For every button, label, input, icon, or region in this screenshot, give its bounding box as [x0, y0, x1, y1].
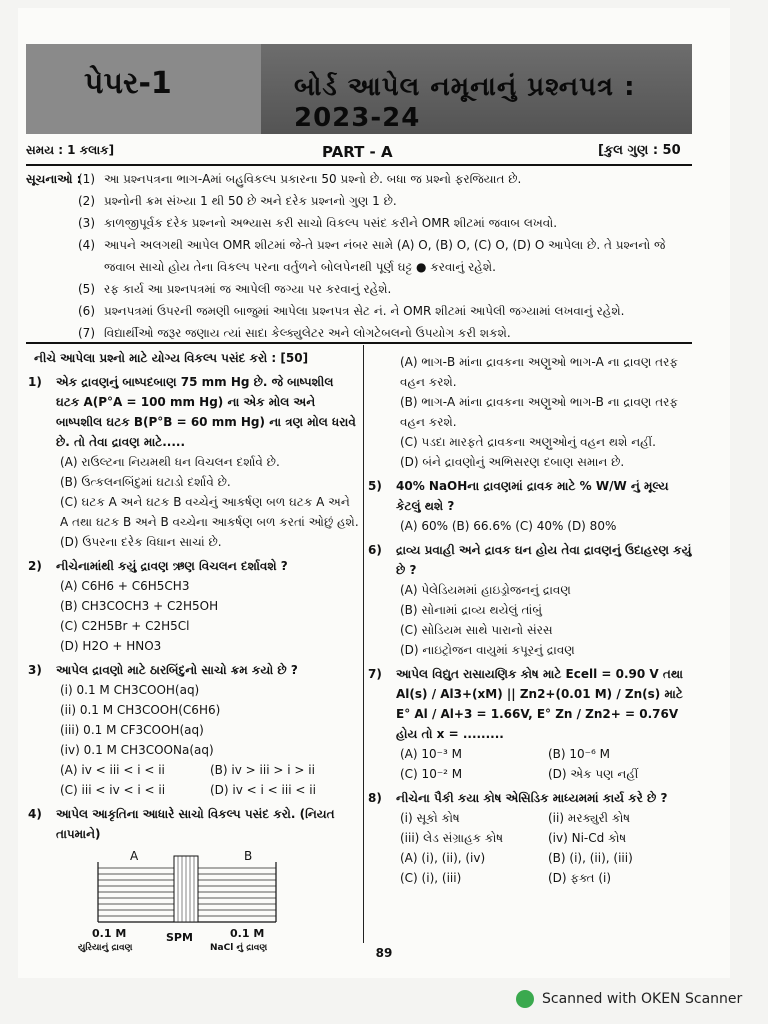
option: (D) એક પણ નહીં — [548, 767, 639, 781]
diagram-label-a: A — [130, 849, 139, 863]
option: (D) H2O + HNO3 — [60, 639, 162, 653]
option: (D) નાઇટ્રોજન વાયુમાં કપૂરનું દ્રાવણ — [400, 643, 575, 657]
question — [26, 660, 360, 680]
option-grid — [366, 744, 696, 784]
option: (iv) Ni-Cd કોષ — [548, 831, 627, 845]
instruction-item — [78, 322, 696, 344]
question-number: 2) — [28, 559, 42, 573]
right-concentration: 0.1 M — [230, 927, 265, 940]
instruction-item — [78, 212, 696, 234]
instruction-number: (1) — [78, 172, 95, 186]
left-column — [26, 348, 360, 953]
left-solution-name: યુરિયાનું દ્રાવણ — [78, 943, 133, 953]
option: (A) ભાગ-B માંના દ્રાવકના અણુઓ ભાગ-A ના દ્રાવણ તરફ વહન કરશે. — [400, 355, 678, 389]
option: (iii) 0.1 M CF3COOH(aq) — [60, 723, 204, 737]
option: (A) પેલેડિયમમાં હાઇડ્રોજનનું દ્રાવણ — [400, 583, 571, 597]
osmosis-diagram — [78, 849, 282, 953]
option: (D) બંને દ્રાવણોનું અભિસરણ દબાણ સમાન છે. — [400, 455, 625, 469]
option: (B) iv > iii > i > ii — [210, 763, 315, 777]
page-number: 89 — [375, 946, 393, 960]
diagram-label-b: B — [244, 849, 253, 863]
option: (B) ભાગ-A માંના દ્રાવકના અણુઓ ભાગ-B ના દ્રાવણ તરફ વહન કરશે. — [400, 395, 678, 429]
question — [26, 556, 360, 576]
option-grid — [26, 760, 360, 800]
option: (iv) 0.1 M CH3COONa(aq) — [60, 743, 214, 757]
option: (A) 60% (B) 66.6% (C) 40% (D) 80% — [400, 519, 617, 533]
option: (ii) મરક્યુરી કોષ — [548, 811, 631, 825]
left-concentration: 0.1 M — [92, 927, 127, 940]
right-questions — [366, 352, 696, 888]
option: (C) 10⁻² M — [400, 767, 463, 781]
right-solution-name: NaCl નું દ્રાવણ — [210, 943, 268, 953]
question-text: આપેલ વિદ્યુત રાસાયણિક કોષ માટે Ecell = 0.90 V તથા Al(s) / Al3+(xM) || Zn2+(0.01 M) / Zn(s) માટે E° Al / Al+3 = 1.66V, E° Zn / Zn2+ = 0.76V હોય તો x = ......... — [396, 667, 683, 741]
option: (iii) લેડ સંગ્રાહક કોષ — [400, 831, 504, 845]
question-number: 7) — [368, 667, 382, 681]
instructions-divider — [26, 342, 692, 344]
question-number: 4) — [28, 807, 42, 821]
instruction-number: (3) — [78, 216, 95, 230]
instruction-item — [78, 300, 696, 322]
instruction-text: આપને અલગથી આપેલ OMR શીટમાં જે-તે પ્રશ્ન નંબર સામે (A) O, (B) O, (C) O, (D) O આપેલા છે. તે પ્રશ્નનો જે જવાબ સાચો હોય તેના વિકલ્પ પરના વર્તુળને બોલપેનથી પૂર્ણ ઘટ્ટ ● કરવાનું રહેશે. — [104, 238, 666, 274]
instructions — [26, 168, 696, 344]
option: (B) (i), (ii), (iii) — [548, 851, 633, 865]
time-label: સમય : 1 કલાક] — [26, 143, 115, 157]
question — [366, 664, 696, 744]
option: (B) સોનામાં દ્રાવ્ય થયેલું તાંબું — [400, 603, 542, 617]
instruction-item — [78, 278, 696, 300]
question-text: નીચેનામાંથી કયું દ્રાવણ ઋણ વિચલન દર્શાવશે ? — [56, 559, 288, 573]
question-text: આપેલ આકૃતિના આધારે સાચો વિકલ્પ પસંદ કરો. (નિયત તાપમાને) — [56, 807, 335, 841]
option: (A) iv < iii < i < ii — [60, 763, 165, 777]
question-number: 5) — [368, 479, 382, 493]
instruction-number: (5) — [78, 282, 95, 296]
scanner-footer — [516, 990, 742, 1008]
option: (i) સૂકો કોષ — [400, 811, 460, 825]
question-number: 3) — [28, 663, 42, 677]
instruction-number: (4) — [78, 238, 95, 252]
instruction-text: પ્રશ્નોની ક્રમ સંખ્યા 1 થી 50 છે અને દરેક પ્રશ્નનો ગુણ 1 છે. — [104, 194, 397, 208]
section-heading: નીચે આપેલા પ્રશ્નો માટે યોગ્ય વિકલ્પ પસંદ કરો : [50] — [34, 351, 309, 365]
question-text: 40% NaOHના દ્રાવણમાં દ્રાવક માટે % W/W નું મૂલ્ય કેટલું થશે ? — [396, 479, 669, 513]
instruction-item — [78, 168, 696, 190]
option: (C) પડદા મારફતે દ્રાવકના અણુઓનું વહન થશે નહીં. — [400, 435, 656, 449]
option: (C) C2H5Br + C2H5Cl — [60, 619, 190, 633]
question — [26, 804, 360, 844]
option: (ii) 0.1 M CH3COOH(C6H6) — [60, 703, 221, 717]
scanner-text: Scanned with OKEN Scanner — [542, 991, 743, 1007]
option: (A) C6H6 + C6H5CH3 — [60, 579, 190, 593]
spm-label: SPM — [166, 931, 193, 944]
option: (C) સોડિયમ સાથે પારાનો સંરસ — [400, 623, 553, 637]
option: (A) 10⁻³ M — [400, 747, 462, 761]
option: (C) ઘટક A અને ઘટક B વચ્ચેનું આકર્ષણ બળ ઘટક A અને A તથા ઘટક B અને B વચ્ચેના આકર્ષણ બળ કરતાં ઓછું હશે. — [60, 495, 359, 529]
header-divider — [26, 164, 692, 166]
instruction-item — [78, 190, 696, 212]
question-number: 6) — [368, 543, 382, 557]
instruction-number: (7) — [78, 326, 95, 340]
instruction-text: કાળજીપૂર્વક દરેક પ્રશ્નનો અભ્યાસ કરી સાચો વિકલ્પ પસંદ કરીને OMR શીટમાં જવાબ લખવો. — [104, 216, 558, 230]
question-text: આપેલ દ્રાવણો માટે ઠારબિંદુનો સાચો ક્રમ કયો છે ? — [56, 663, 298, 677]
option: (i) 0.1 M CH3COOH(aq) — [60, 683, 200, 697]
question — [366, 788, 696, 808]
instructions-list — [26, 168, 696, 344]
question-text: દ્રાવ્ય પ્રવાહી અને દ્રાવક ઘન હોય તેવા દ્રાવણનું ઉદાહરણ કયું છે ? — [396, 543, 692, 577]
question — [26, 372, 360, 452]
marks-label: [કુલ ગુણ : 50 — [598, 143, 681, 158]
option: (D) ઉપરના દરેક વિધાન સાચાં છે. — [60, 535, 222, 549]
instruction-number: (2) — [78, 194, 95, 208]
right-column — [366, 348, 696, 888]
column-divider — [363, 345, 364, 943]
question-number: 8) — [368, 791, 382, 805]
part-label: PART - A — [322, 143, 393, 161]
instruction-text: વિદ્યાર્થીઓ જરૂર જણાય ત્યાં સાદા કેલ્ક્યુલેટર અને લોગટેબલનો ઉપયોગ કરી શકશે. — [104, 326, 511, 340]
option-grid — [366, 808, 696, 888]
question-text: નીચેના પૈકી કયા કોષ એસિડિક માધ્યમમાં કાર્ય કરે છે ? — [396, 791, 668, 805]
instruction-text: પ્રશ્નપત્રમાં ઉપરની જમણી બાજુમાં આપેલા પ્રશ્નપત્ર સેટ નં. ને OMR શીટમાં આપેલી જગ્યામાં લખવાનું રહેશે. — [104, 304, 625, 318]
instruction-item — [78, 234, 696, 278]
option: (A) રાઉલ્ટના નિયમથી ધન વિચલન દર્શાવે છે. — [60, 455, 280, 469]
instruction-text: આ પ્રશ્નપત્રના ભાગ-Aમાં બહુવિકલ્પ પ્રકારના 50 પ્રશ્નો છે. બધા જ પ્રશ્નો ફરજિયાત છે. — [104, 172, 522, 186]
question — [366, 540, 696, 580]
paper-title: પેપર-1 — [84, 66, 172, 101]
option: (C) (i), (iii) — [400, 871, 462, 885]
instructions-label: સૂચનાઓ : — [26, 172, 82, 186]
option: (B) 10⁻⁶ M — [548, 747, 610, 761]
left-questions — [26, 372, 360, 844]
instruction-number: (6) — [78, 304, 95, 318]
option: (D) ફક્ત (i) — [548, 871, 612, 885]
banner-title: બોર્ડ આપેલ નમૂનાનું પ્રશ્નપત્ર : 2023-24 — [294, 72, 636, 133]
question — [366, 476, 696, 516]
instruction-text: રફ કાર્ય આ પ્રશ્નપત્રમાં જ આપેલી જગ્યા પર કરવાનું રહેશે. — [104, 282, 392, 296]
option: (B) CH3COCH3 + C2H5OH — [60, 599, 219, 613]
scanner-logo-icon — [516, 990, 534, 1008]
option: (D) iv < i < iii < ii — [210, 783, 316, 797]
header-banner — [26, 44, 692, 134]
question-text: એક દ્રાવણનું બાષ્પદબાણ 75 mm Hg છે. જે બાષ્પશીલ ઘટક A(P°A = 100 mm Hg) ના એક મોલ અને બાષ્પશીલ ઘટક B(P°B = 60 mm Hg) ના ત્રણ મોલ ધરાવે છે. તો તેવા દ્રાવણ માટે..... — [56, 375, 356, 449]
option: (C) iii < iv < i < ii — [60, 783, 166, 797]
option: (A) (i), (ii), (iv) — [400, 851, 486, 865]
question-number: 1) — [28, 375, 42, 389]
option: (B) ઉત્કલનબિંદુમાં ઘટાડો દર્શાવે છે. — [60, 475, 231, 489]
